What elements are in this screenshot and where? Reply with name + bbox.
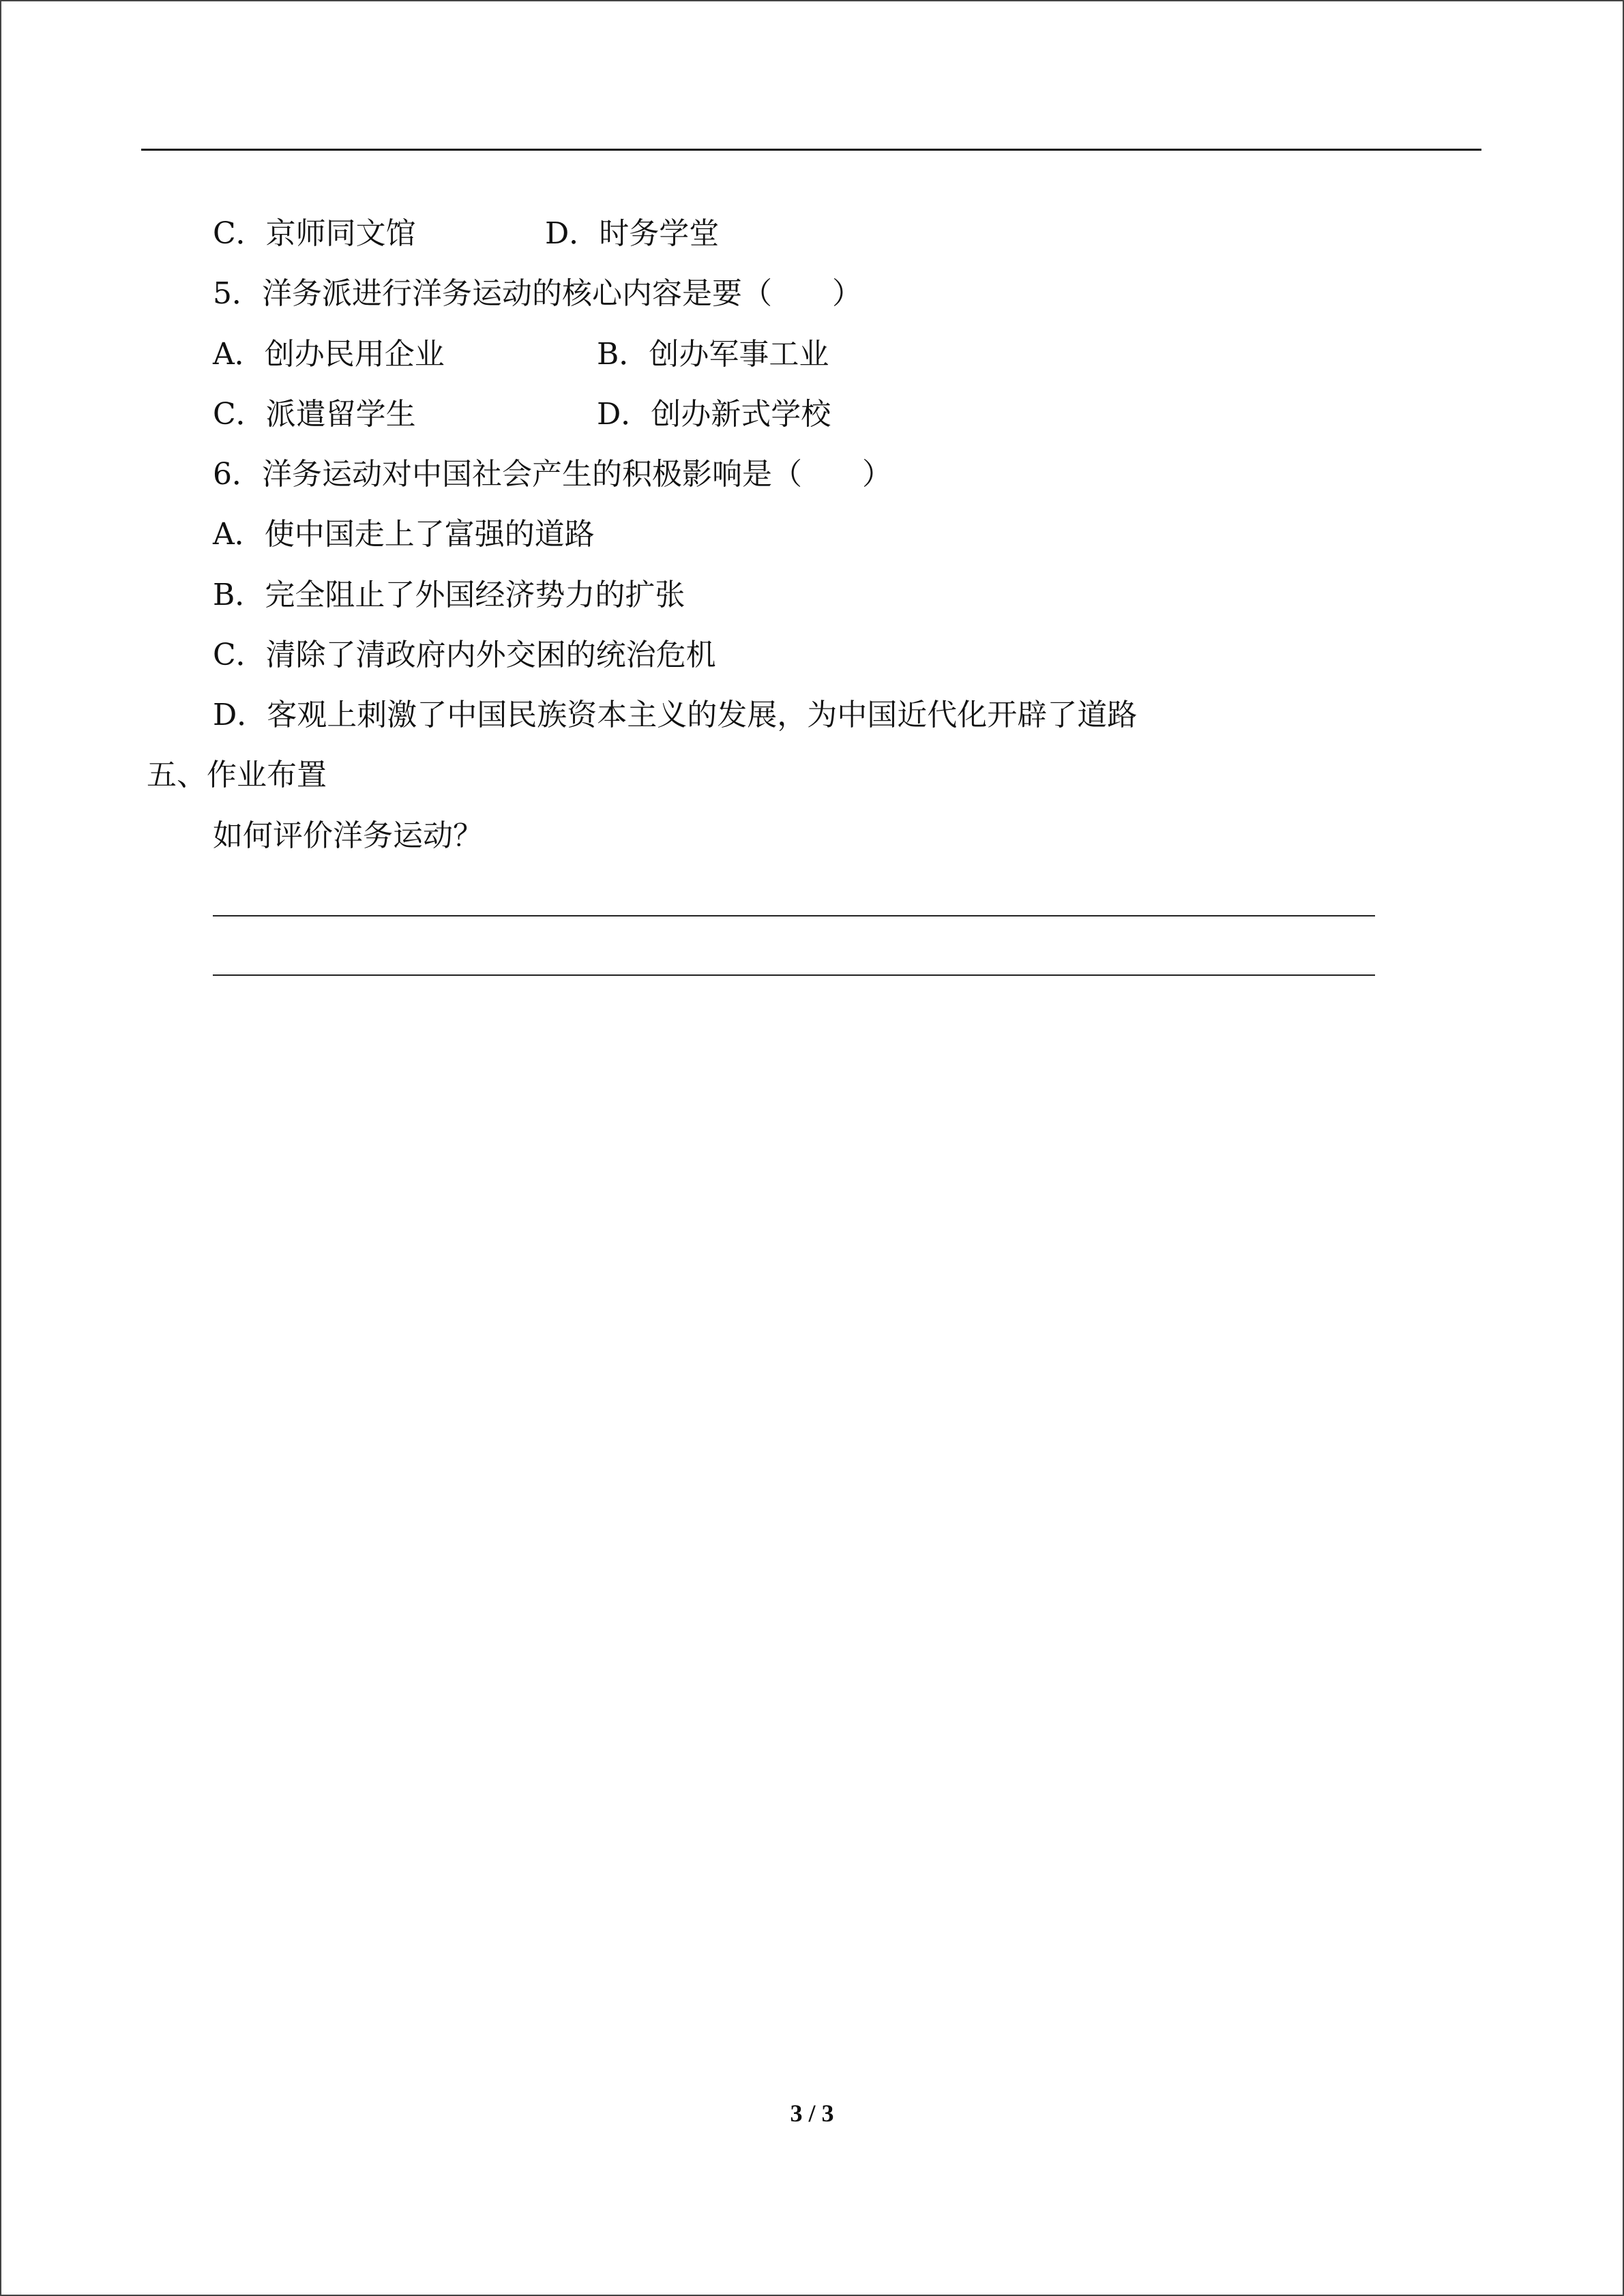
page-number: 3 / 3 xyxy=(790,2100,834,2127)
q5-option-d: D．创办新式学校 xyxy=(597,397,831,432)
section-heading: 五、作业布置 xyxy=(147,758,327,792)
q5-option-c: C．派遣留学生 xyxy=(213,397,416,432)
q6-option-a: A．使中国走上了富强的道路 xyxy=(213,517,595,552)
q5-option-a: A．创办民用企业 xyxy=(213,337,445,372)
q6-option-b: B．完全阻止了外国经济势力的扩张 xyxy=(213,578,685,612)
q4-option-d: D．时务学堂 xyxy=(545,216,720,251)
header-rule xyxy=(141,149,1481,151)
q5-option-b: B．创办军事工业 xyxy=(597,337,829,372)
q5-stem: 5．洋务派进行洋务运动的核心内容是要（ ） xyxy=(213,276,862,311)
q6-option-c: C．清除了清政府内外交困的统治危机 xyxy=(213,638,716,672)
answer-line-2[interactable] xyxy=(213,974,1375,976)
answer-line-1[interactable] xyxy=(213,915,1375,916)
q6-stem: 6．洋务运动对中国社会产生的积极影响是（ ） xyxy=(213,457,892,492)
homework-prompt: 如何评价洋务运动？ xyxy=(213,818,483,853)
q4-option-c: C．京师同文馆 xyxy=(213,216,416,251)
q6-option-d: D．客观上刺激了中国民族资本主义的发展，为中国近代化开辟了道路 xyxy=(213,698,1138,732)
